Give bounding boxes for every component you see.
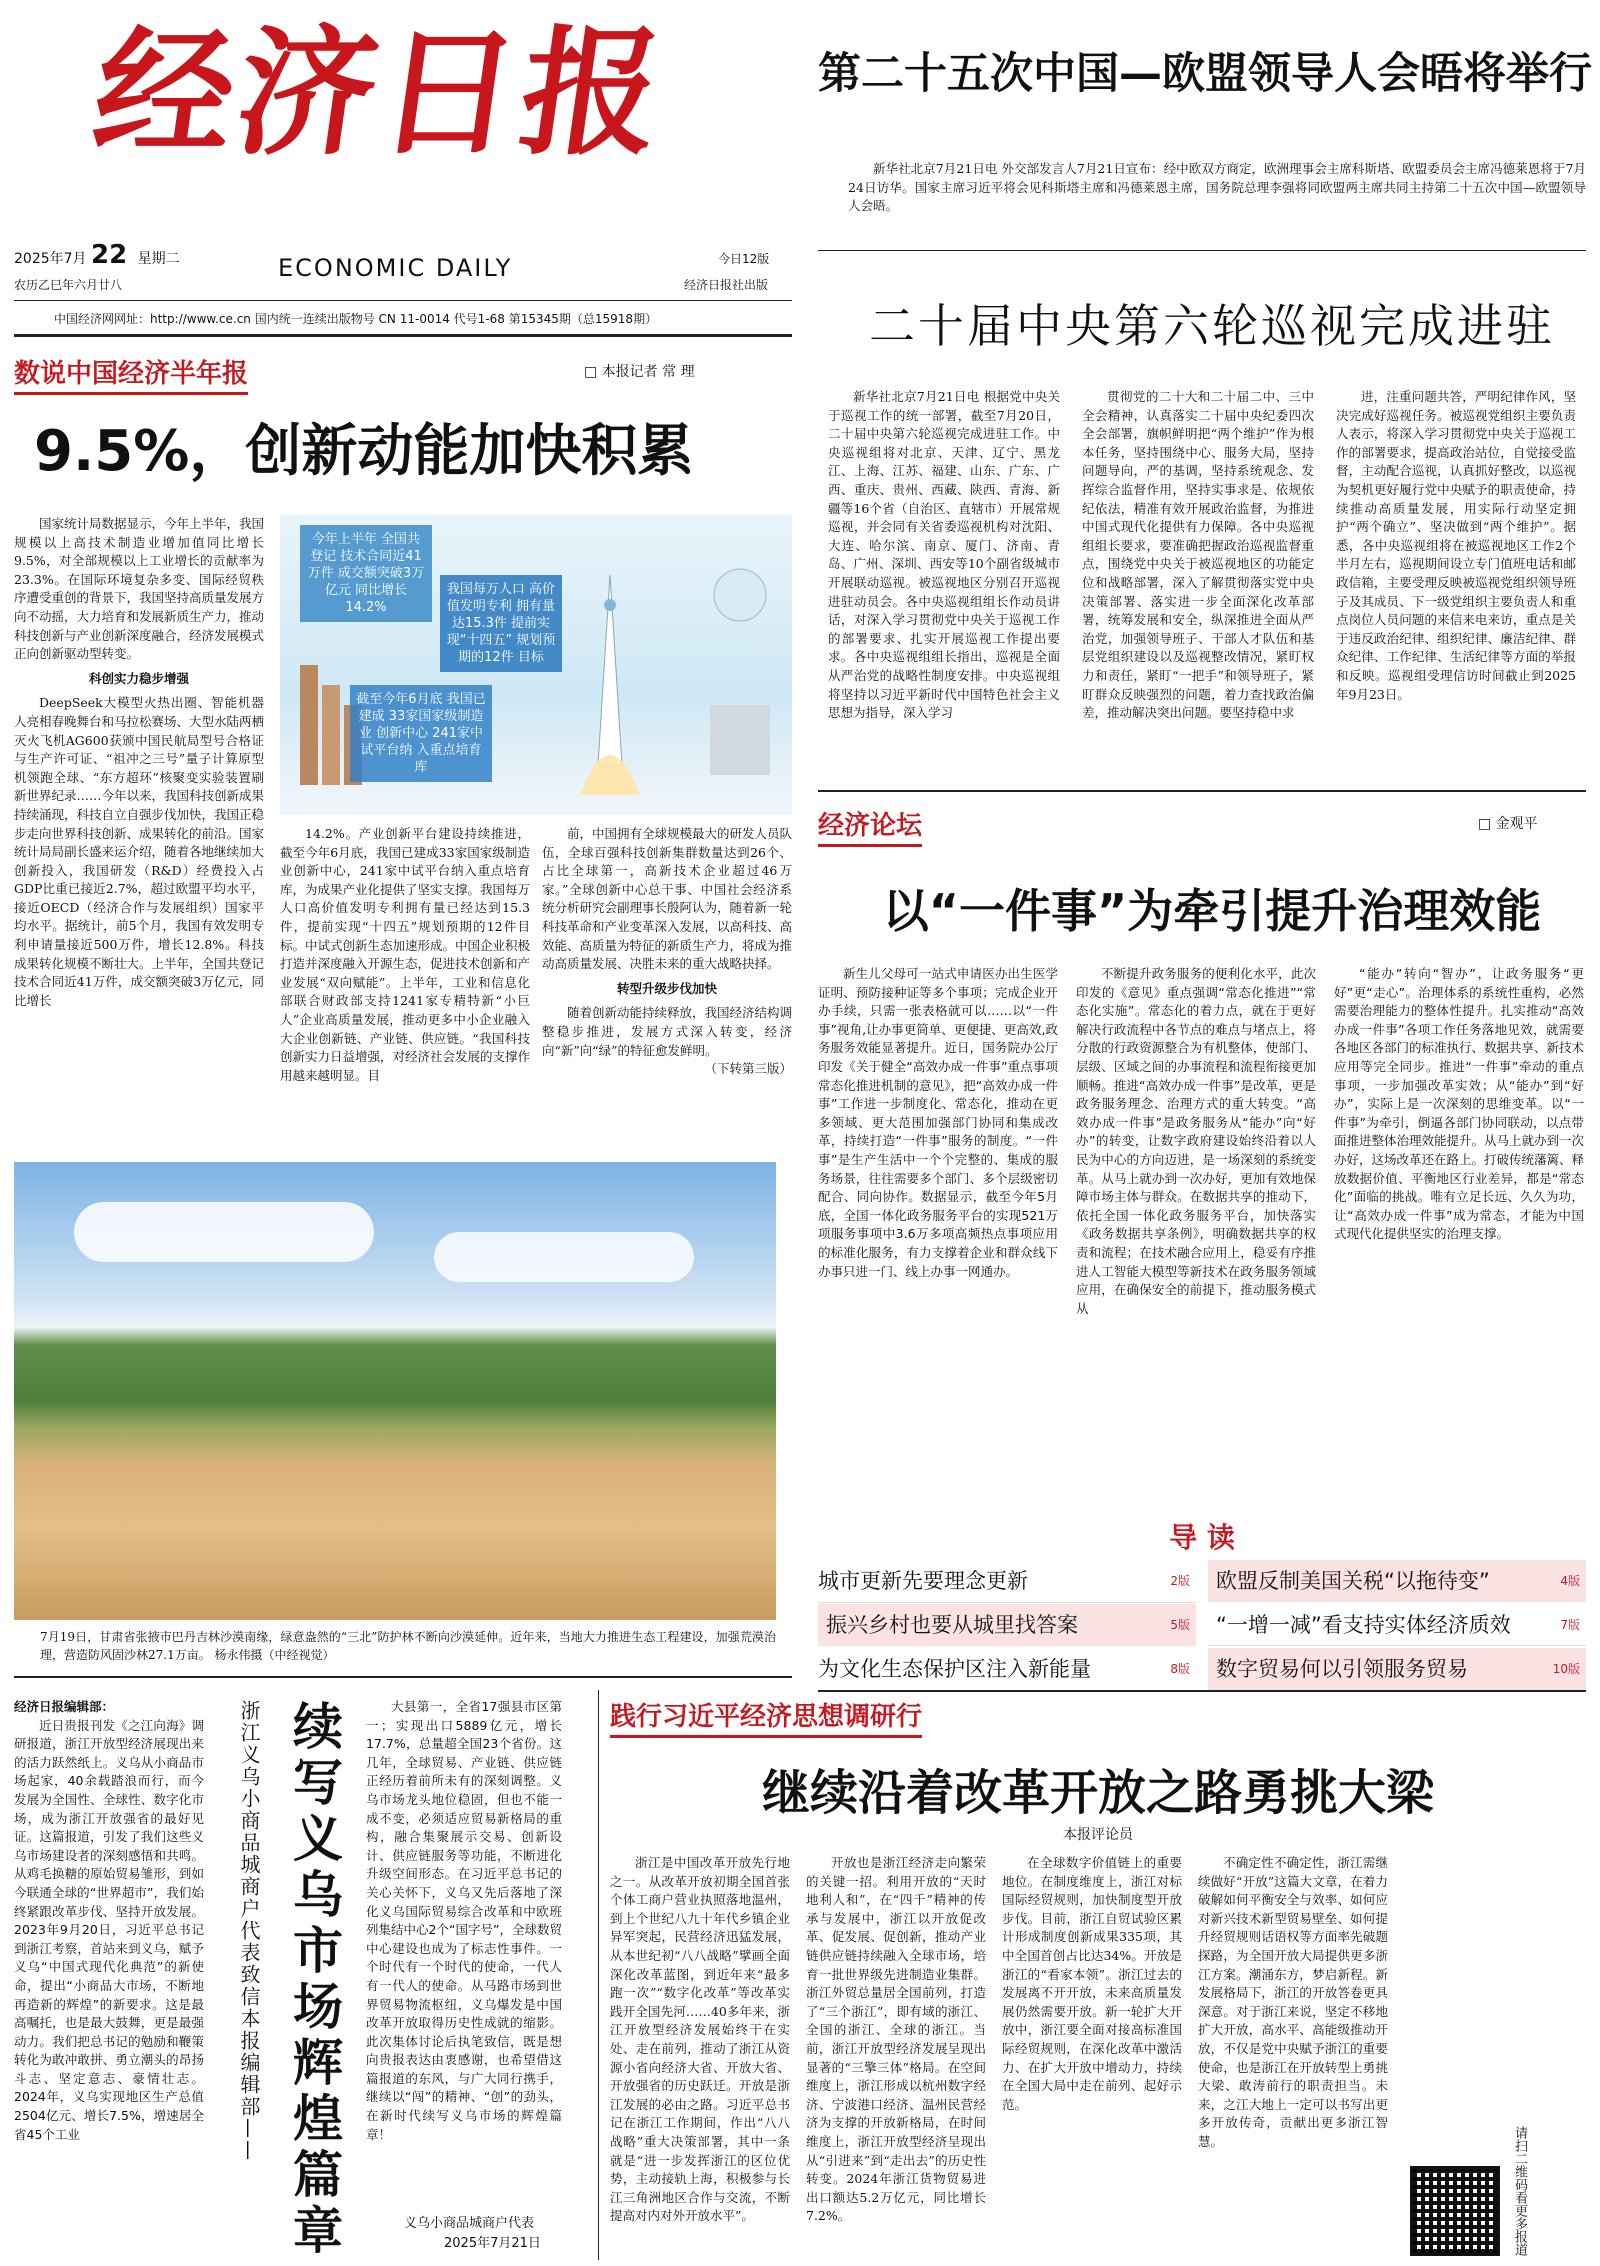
publisher: 经济日报社出版 — [684, 278, 769, 292]
lead-col-1b-text: DeepSeek大模型火热出圈、智能机器人亮相春晚舞台和马拉松赛场、大型水陆两栖灭火飞机AG600获颁中国民航局型号合格证与生产许可证、“祖冲之三号”量子计算原型机领跑全球、“东方超环”核聚变实验装置刷新世界纪录……今年以来，我国科技创新成果持续涌现，科技自立自强步伐加快，我国正稳步走向世界科技创新、成果转化的前沿。国家统计局局副长盛来运介绍，随着各地继续加大创新投入，我国研发（R&D）经费投入占GDP比重已接近2.7%，超过欧盟平均水平，接近OECD（经济合作与发展组织）国家平均水平。据统计，前5个月，我国有效发明专利申请量接近500万件，增长12.8%。科技成果转化规模不断壮大。上半年，全国共登记技术合同近41万件，成交额突破3万亿元，同比增长 — [14, 695, 264, 1008]
guide-box — [818, 1520, 1586, 1681]
guide-item-2-page: 4版 — [1560, 1574, 1580, 1588]
headline-inspection — [818, 260, 1586, 785]
lead-title: 9.5%，创新动能加快积累 — [34, 419, 694, 484]
lunar-date: 农历乙巳年六月廿八 — [14, 278, 123, 292]
guide-item-5-text: 为文化生态保护区注入新能量 — [818, 1657, 1091, 1681]
infographic-item-1: 今年上半年 全国共登记 技术合同近41万件 成交额突破3万亿元 同比增长 14.2% — [300, 525, 432, 622]
infographic-item-3: 截至今年6月底 我国已建成 33家国家级制造业 创新中心 241家中试平台纳 入重点培育库 — [350, 685, 492, 782]
letter-col-1 — [14, 1698, 204, 2253]
masthead-logo: 经济日报 — [84, 11, 676, 174]
guide-item-5[interactable] — [818, 1648, 1196, 1690]
forum-byline: □ 金观平 — [1478, 816, 1538, 832]
headline-eu-summit — [818, 20, 1592, 230]
weekday: 星期二 — [137, 251, 180, 267]
lead-col-1-text: 国家统计局数据显示，今年上半年，我国规模以上高技术制造业增加值同比增长9.5%，对全部规模以上工业增长的贡献率为23.3%。在国际环境复杂多变、国际经贸秩序遭受重创的背景下，我国坚持高质量发展方向不动摇，大力培育和发展新质生产力，推动科技创新与产业创新深度融合，经济发展模式正向创新驱动型转变。 — [14, 516, 264, 662]
research-article — [610, 1696, 1586, 2260]
inspection-col-1: 新华社北京7月21日电 根据党中央关于巡视工作的统一部署，截至7月20日，二十届中央第六轮巡视完成进驻工作。中央巡视组将对北京、天津、辽宁、黑龙江、上海、江苏、福建、山东、广东、广西、重庆、贵州、西藏、陕西、青海、新疆等16个省（自治区、直辖市）开展常规巡视，并会同有关省委巡视机构对沈阳、大连、哈尔滨、南京、厦门、济南、青岛、广州、深圳、西安等10个副省级城市开展联动巡视。被巡视地区分别召开巡视进驻动员会。各中央巡视组组长作动员讲话，对深入学习贯彻党中央关于巡视工作的部署要求、扎实开展巡视工作提出要求。各中央巡视组组长指出，巡视是全面从严治党的战略性制度安排。中央巡视组将坚持以习近平新时代中国特色社会主义思想为指导，深入学习 — [828, 389, 1060, 721]
date-line — [14, 240, 180, 270]
forum-col-1: 新生儿父母可一站式申请医办出生医学证明、预防接种证等多个事项；完成企业开办手续，只需一张表格就可以……以“一件事”视角,让办事更简单、更便捷、更高效,政务服务效能显著提升。近日，国务院办公厅印发《关于健全“高效办成一件事”重点事项常态化推进机制的意见》，把“高效办成一件事”工作进一步制度化、常态化，推动在更多领域、更大范围加强部门协同和集成改革，持续打造“一件事”服务的制度。“一件事”是生产生活中一个个完整的、集成的服务场景，往往需要多个部门、多个层级密切配合、同向协作。数据显示，截至今年5月底，全国一体化政务服务平台的实现521万项服务事项中3.6万多项高频热点事项应用的标准化服务，有力支撑着企业和群众线下办事只进一门、线上办事一网通办。 — [818, 966, 1058, 1279]
forum-col-2: 不断提升政务服务的便利化水平，此次印发的《意见》重点强调“常态化推进”“常态化实施”。常态化的着力点，就在于更好解决行政流程中各节点的难点与堵点上，将分散的行政资源整合为有机整体，使部门、层级、区域之间的办事流程和流程衔接更加顺畅。推进“高效办成一件事”是改革，更是政务服务理念、治理方式的重大转变。“高效办成一件事”是政务服务从“能办”向“好办”的转变，让数字政府建设始终沿着以人民为中心的方向迈进，是一场深刻的系统变革。从马上就办到一次办好，更加有效地保障市场主体与群众。在数据共享的推动下，依托全国一体化政务服务平台，加快落实《政务数据共享条例》，明确数据共享的权责和流程；在技术融合应用上，稳妥有序推进人工智能大模型等新技术在政务服务领域应用，在确保安全的前提下，推动服务模式从 — [1076, 966, 1316, 1316]
headline-eu-body: 新华社北京7月21日电 外交部发言人7月21日宣布：经中欧双方商定，欧洲理事会主席科斯塔、欧盟委员会主席冯德莱恩将于7月24日访华。国家主席习近平将会见科斯塔主席和冯德莱恩主席，国务院总理李强将同欧盟两主席共同主持第二十五次中国—欧盟领导人会晤。 — [848, 161, 1586, 214]
research-col-2: 开放也是浙江经济走向繁荣的关键一招。利用开放的“天时地利人和”，在“四千”精神的传承与发展中，浙江以开放促改革、促发展、促创新，推动产业链供应链持续融入全球市场，培育一批世界级先进制造业集群。浙江外贸总量居全国前列，打造了“三个浙江”，即有域的浙江、全国的浙江、全球的浙江。当前，浙江开放型经济发展呈现出显著的“三擎三体”格局。在空间维度上，浙江形成以杭州数字经济、宁波港口经济、温州民营经济为支撑的开放新格局，在时间维度上，浙江开放型经济呈现出从“引进来”到“走出去”的历史性转变。2024年浙江货物贸易进出口额达5.2万亿元，同比增长7.2%。 — [806, 1855, 986, 2224]
date-prefix: 2025年7月 — [14, 251, 87, 267]
guide-item-4-page: 7版 — [1560, 1618, 1580, 1632]
english-name: ECONOMIC DAILY — [278, 254, 513, 282]
guide-title: 导 读 — [1169, 1521, 1235, 1554]
guide-item-6-text: 数字贸易何以引领服务贸易 — [1216, 1657, 1468, 1681]
lead-continued: （下转第三版） — [704, 1061, 792, 1077]
guide-item-4[interactable] — [1208, 1604, 1586, 1646]
letter-big-title: 续写义乌市场辉煌篇章 — [285, 1700, 343, 2260]
masthead — [0, 0, 800, 345]
guide-item-4-text: “一增一减”看支持实体经济质效 — [1216, 1613, 1511, 1637]
research-col-3: 在全球数字价值链上的重要地位。在制度维度上，浙江对标国际经贸规则，加快制度型开放步伐。目前，浙江自贸试验区累计形成制度创新成果335项，其中全国首创占比达34%。开放是浙江的“看家本领”。浙江过去的发展离不开开放，未来高质量发展仍然需要开放。新一轮扩大开放中，浙江要全面对接高标准国际经贸规则，在深化改革中激活力、在扩大开放中增动力，持续在全国大局中走在前列、起好示范。 — [1002, 1855, 1182, 2112]
infographic-item-2: 我国每万人口 高价值发明专利 拥有量达15.3件 提前实现“十四五” 规划预期的12件 目标 — [440, 575, 562, 672]
lead-story — [14, 345, 792, 1160]
guide-item-6[interactable] — [1208, 1648, 1586, 1690]
lead-col-3-text: 前，中国拥有全球规模最大的研发人员队伍，全球百强科技创新集群数量达到26个、占比全球第一，高新技术企业超过46万家。”全球创新中心总干事、中国社会经济系统分析研究会副理事长殷阿认为，随着新一轮科技革命和产业变革深入发展，以高科技、高效能、高质量为特征的新质生产力，将成为推动高质量发展、决胜未来的重大战略抉择。 — [542, 826, 792, 972]
guide-item-3-text: 振兴乡村也要从城里找答案 — [826, 1613, 1078, 1637]
guide-item-6-page: 10版 — [1552, 1662, 1580, 1676]
inspection-col-2: 贯彻党的二十大和二十届二中、三中全会精神，认真落实二十届中央纪委四次全会部署，旗帜鲜明把“两个维护”作为根本任务，坚持围绕中心、服务大局，坚持问题导向，严的基调，坚持系统观念、发挥综合监督作用，坚持实事求是、依规依纪依法，精准有效开展政治监督，为推进中国式现代化提供有力保障。各中央巡视组组长要求，要准确把握政治巡视监督重点，围绕党中央关于被巡视地区的功能定位和战略部署，深入了解贯彻落实党中央决策部署、落实进一步全面深化改革部署，统筹发展和安全，纵深推进全面从严治党，加强领导班子、干部人才队伍和基层党组织建设以及巡视整改情况，紧盯权力和责任，紧盯“一把手”和领导班子，紧盯群众反映强烈的问题，着力查找政治偏差，推动解决突出问题。要坚持稳中求 — [1082, 389, 1314, 721]
economic-forum — [818, 795, 1586, 1515]
qr-code-icon[interactable] — [1410, 2166, 1500, 2256]
today-pages: 今日12版 — [718, 252, 770, 266]
lead-col-1 — [14, 515, 264, 1150]
lead-subhead-1: 科创实力稳步增强 — [88, 670, 189, 686]
guide-item-2-text: 欧盟反制美国关税“以拖待变” — [1216, 1569, 1490, 1593]
lead-tag: 数说中国经济半年报 — [14, 353, 248, 395]
lead-col-3 — [542, 825, 792, 1155]
guide-item-3-page: 5版 — [1170, 1618, 1190, 1632]
guide-item-1[interactable] — [818, 1560, 1196, 1603]
headline-inspection-title: 二十届中央第六轮巡视完成进驻 — [869, 299, 1555, 353]
guide-item-3[interactable] — [818, 1604, 1196, 1646]
letter-vertical-title: 浙江义乌小商品城商户代表致信本报编辑部—— — [237, 1700, 261, 2162]
publication-info: 中国经济网网址：http://www.ce.cn 国内统一连续出版物号 CN 11-0014 代号1-68 第15345期（总15918期） — [54, 312, 658, 326]
research-byline: 本报评论员 — [1063, 1827, 1133, 1843]
guide-item-5-page: 8版 — [1170, 1662, 1190, 1676]
letter-col-1-text: 近日贵报刊发《之江向海》调研报道，浙江开放型经济展现出来的活力跃然纸上。义乌从小商品市场起家，40余载踏浪而行，而今发展为全国性、全球性、数字化市场，成为浙江开放强省的最好见证。这篇报道，引发了我们这些义乌市场建设者的深刻感悟和共鸣。从鸡毛换糖的原始贸易雏形，到如今联通全球的“世界超市”，我们始终紧跟改革步伐、坚持开放发展。2023年9月20日，习近平总书记到浙江考察，首站来到义乌，赋予义乌“中国式现代化典范”的新使命，提出“小商品大市场，不断地再造新的辉煌”的新要求。这是最高嘱托，也是最大鼓舞，更是最强动力。我们把总书记的勉励和鞭策转化为敢冲敢拼、勇立潮头的昂扬斗志、坚定意志、豪情壮志。2024年，义乌实现地区生产总值2504亿元、增长7.5%，增速居全省45个工业 — [14, 1717, 204, 2142]
forum-tag: 经济论坛 — [818, 805, 922, 847]
date-day: 22 — [91, 240, 128, 270]
guide-item-1-text: 城市更新先要理念更新 — [818, 1569, 1028, 1593]
yiwu-letter — [14, 1690, 598, 2260]
research-col-4: 不确定性不确定性，浙江需继续做好“开放”这篇大文章，在着力破解如何平衡安全与效率、如何应对新兴技术新型贸易壁垒、如何提升经贸规则话语权等方面率先破题探路，为全国开放大局提供更多浙江方案。潮涌东方，梦启新程。新发展格局下，浙江的开放答卷更具深意。对于浙江来说，坚定不移地扩大开放，高水平、高能级推动开放，不仅是党中央赋予浙江的重要使命，也是浙江在开放转型上勇挑大梁、敢涛前行的职责担当。未来，之江大地上一定可以书写出更多开放传奇，贡献出更多浙江智慧。 — [1198, 1855, 1388, 2149]
letter-editor-note: 经济日报编辑部： — [14, 1699, 115, 1714]
guide-item-1-page: 2版 — [1170, 1574, 1190, 1588]
photo-clouds-2 — [434, 1232, 694, 1282]
lead-byline: □ 本报记者 常 理 — [584, 364, 695, 380]
letter-signature: 义乌小商品城商户代表 — [404, 2216, 535, 2231]
photo-clouds — [74, 1202, 374, 1262]
lead-col-3b-text: 随着创新动能持续释放，我国经济结构调整稳步推进，发展方式深入转变，经济向“新”向“绿”的特征愈发鲜明。 — [542, 1005, 792, 1058]
headline-eu-title: 第二十五次中国—欧盟领导人会晤将举行 — [818, 49, 1592, 99]
research-col-1: 浙江是中国改革开放先行地之一。从改革开放初期全国首张个体工商户营业执照落地温州，到上个世纪八九十年代乡镇企业异军突起，民营经济迅猛发展，从本世纪初“八八战略”擘画全面深化改革蓝图，到近年来“最多跑一次”“数字化改革”等改革实践开全国先河……40多年来，浙江开放型经济发展始终干在实处、走在前列，推动了浙江从资源小省向经济大省、开放大省、开放强省的历史跃迁。开放是浙江发展的必由之路。习近平总书记在浙江工作期间，作出“八八战略”重大决策部署，其中一条就是“进一步发挥浙江的区位优势，主动接轨上海，积极参与长江三角洲地区合作与交流，不断提高对内对外开放水平”。 — [610, 1855, 790, 2224]
guide-item-2[interactable] — [1208, 1560, 1586, 1602]
lead-subhead-2: 转型升级步伐加快 — [616, 980, 717, 996]
inspection-col-3: 进，注重问题共答，严明纪律作风，坚决完成好巡视任务。被巡视党组织主要负责人表示，将深入学习贯彻党中央关于巡视工作的部署要求，提高政治站位，自觉接受监督，主动配合巡视，认真抓好整改，以巡视为契机更好履行党中央赋予的职责使命，持续推动高质量发展，用实际行动坚定拥护“两个确立”、坚决做到“两个维护”。据悉，各中央巡视组将在被巡视地区工作2个半月左右，巡视期间设立专门值班电话和邮政信箱，主要受理反映被巡视党组织领导班子及其成员、下一级党组织主要负责人和重点岗位人员问题的来信来电来访，重点是关于违反政治纪律、组织纪律、廉洁纪律、群众纪律、工作纪律、生活纪律等方面的举报和反映。巡视组受理信访时间截止到2025年9月23日。 — [1336, 389, 1576, 702]
lead-col-2: 14.2%。产业创新平台建设持续推进，截至今年6月底，我国已建成33家国家级制造业创新中心，241家中试平台纳入重点培育库，为成果产业化提供了坚实支撑。我国每万人口高价值发明专利拥有量已经达到15.3件，提前实现“十四五”规划预期的12件目标。中试式创新生态加速形成。中国企业积极打造并深度融入开源生态，促进技术创新和产业发展“双向赋能”。上半年，工业和信息化部联合财政部支持1241家专精特新“小巨人”企业高质量发展，推动更多中小企业融入大企业创新链、产业链、供应链。“我国科技创新实力日益增强，对经济社会发展的支撑作用越来越明显。目 — [280, 826, 530, 1083]
research-tag: 践行习近平经济思想调研行 — [610, 1696, 922, 1738]
qr-side-note: 请扫二维码看更多报道 — [1512, 2126, 1527, 2256]
letter-date: 2025年7月21日 — [444, 2236, 541, 2251]
research-title: 继续沿着改革开放之路勇挑大梁 — [761, 1765, 1434, 1821]
forum-col-3: “能办”转向“智办”，让政务服务“更好”更“走心”。治理体系的系统性重构，必然需要治理能力的整体性提升。扎实推动“高效办成一件事”各项工作任务落地见效，就需要各地区各部门的标准执行、数据共享、新技术应用等完全同步。推进“一件事”牵动的重点事项，一步加强改革实效；从“能办”到“好办”，实际上是一次深刻的思维变革。以“一件事”为牵引，倒逼各部门协同联动，以点带面推进整体治理效能提升。从马上就办到一次办好，这场改革还在路上。打破传统藩篱、释放数据价值、平衡地区行业差异，都是“常态化”面临的挑战。唯有立足长远、久久为功，让“高效办成一件事”成为常态，才能为中国式现代化提供坚实的治理支撑。 — [1334, 966, 1584, 1242]
desert-photo — [14, 1162, 776, 1620]
forum-title: 以“一件事”为牵引提升治理效能 — [882, 884, 1542, 938]
photo-caption: 7月19日，甘肃省张掖市巴丹吉林沙漠南缘，绿意盎然的“三北”防护林不断向沙漠延伸。近年来，当地大力推进生态工程建设，加强荒漠治理，营造防风固沙林27.1万亩。 杨永伟摄（中经视觉） — [40, 1630, 776, 1662]
letter-col-2: 大县第一，全省17强县市区第一；实现出口5889亿元，增长17.7%，总量超全国23个省份。这几年，全球贸易、产业链、供应链正经历着前所未有的深刻调整。义乌市场龙头地位稳固，但也不能一成不变，必须适应贸易新格局的重构，融合集聚展示交易、创新设计、供应链服务等功能，不断进化升级空间形态。在习近平总书记的关心关怀下，义乌又先后落地了深化义乌国际贸易综合改革和中欧班列集结中心2个“国字号”，全球数贸中心建设也成为了标志性事件。一个时代有一个时代的使命，一代人有一代人的使命。从马路市场到世界贸易物流枢纽，义乌爆发是中国改革开放取得历史性成就的缩影。此次集体讨论后执笔致信，既是想向贵报表达由衷感谢，也希望借这篇报道的东风，与广大同行携手，继续以“闯”的精神、“创”的劲头，在新时代续写义乌市场的辉煌篇章！ — [366, 1699, 562, 2142]
infographic — [280, 515, 792, 815]
